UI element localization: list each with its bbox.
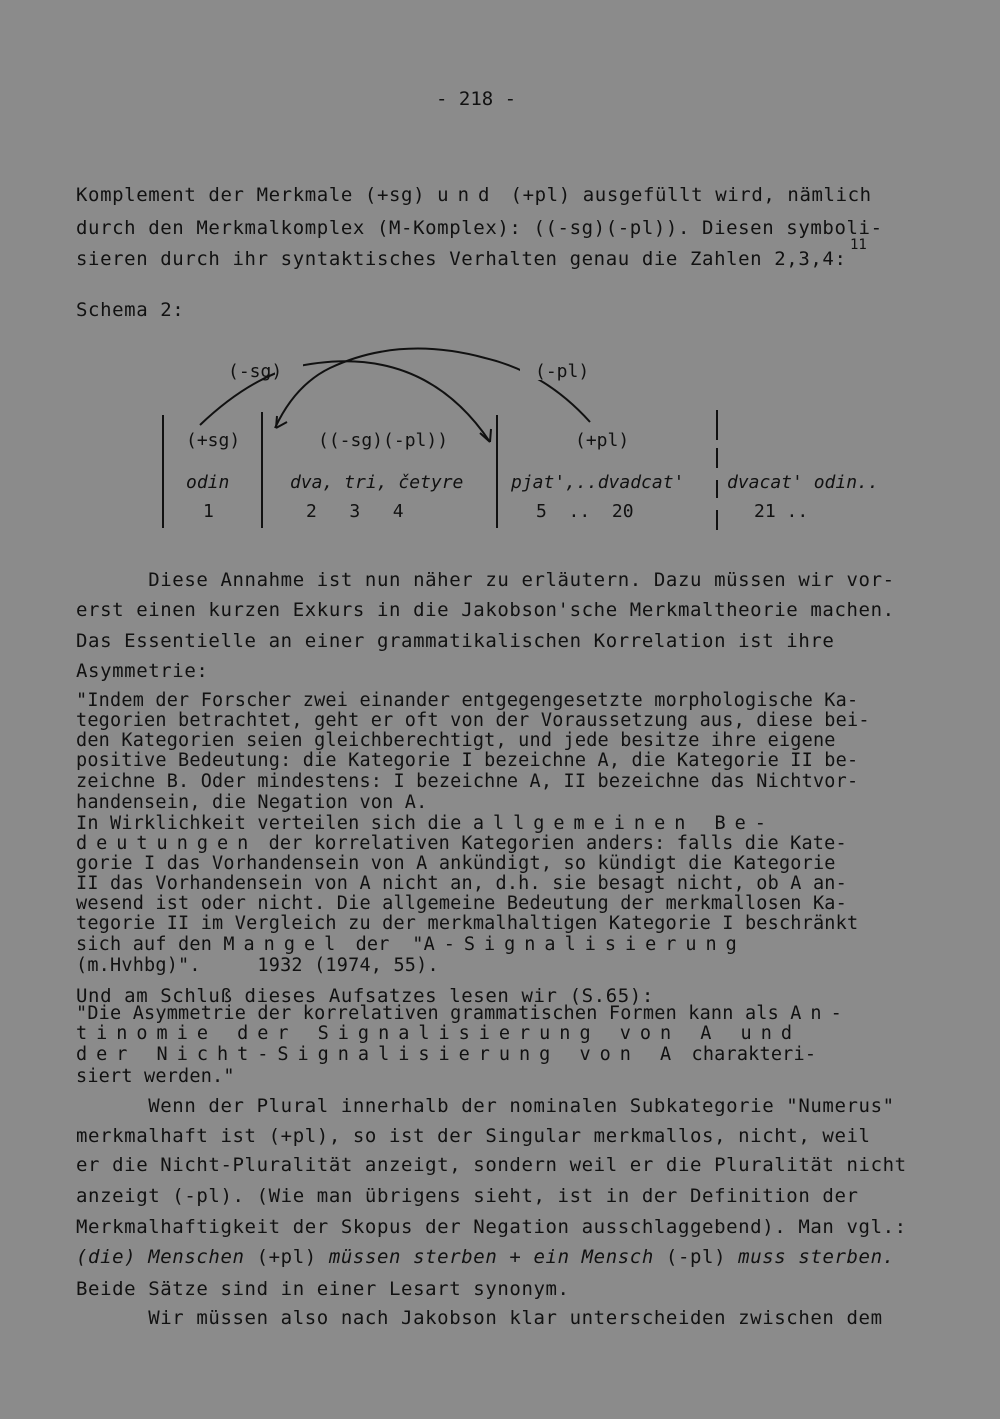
para2-line: Beide Sätze sind in einer Lesart synonym. xyxy=(76,1278,570,1300)
quote1-line: gorie I das Vorhandensein von A ankündigt, so kündigt die Kategorie xyxy=(76,853,836,874)
para2-line: Wir müssen also nach Jakobson klar unterscheiden zwischen dem xyxy=(76,1307,883,1329)
intro-line-1: Komplement der Merkmale (+sg) und (+pl) ausgefüllt wird, nämlich xyxy=(76,184,872,206)
quote2-line: der Nicht-Signalisierung von A charakteri- xyxy=(76,1044,817,1065)
schema-word: odin xyxy=(186,472,230,493)
arc-label-sg: (-sg) xyxy=(228,361,283,382)
para2-line: Wenn der Plural innerhalb der nominalen Subkategorie "Numerus" xyxy=(76,1095,895,1117)
quote1-line: positive Bedeutung: die Kategorie I bezeichne A, die Kategorie II be- xyxy=(76,750,859,771)
para1-line-3: Das Essentielle an einer grammatikalischen Korrelation ist ihre xyxy=(76,630,835,652)
schema-word: pjat',..dvadcat' xyxy=(511,472,685,493)
quote1-line: deutungen der korrelativen Kategorien anders: falls die Kate- xyxy=(76,833,847,854)
para2-line: merkmalhaft ist (+pl), so ist der Singular merkmallos, nicht, weil xyxy=(76,1125,871,1147)
quote1-line: handensein, die Negation von A. xyxy=(76,792,428,813)
quote1-line: tegorie II im Vergleich zu der merkmalhaltigen Kategorie I beschränkt xyxy=(76,913,859,934)
quote1-line: "Indem der Forscher zwei einander entgegengesetzte morphologische Ka- xyxy=(76,690,859,711)
para2-line: anzeigt (-pl). (Wie man übrigens sieht, ist in der Definition der xyxy=(76,1185,859,1207)
quote2-line: siert werden." xyxy=(76,1066,235,1087)
arc-label-pl: (-pl) xyxy=(535,361,590,382)
schema-numbers: 5 .. 20 xyxy=(536,501,634,522)
schema-feature: (+pl) xyxy=(575,430,630,451)
intro-line-2: durch den Merkmalkomplex (M-Komplex): ((-sg)(-pl)). Diesen symboli- xyxy=(76,217,883,239)
quote1-line: In Wirklichkeit verteilen sich die allgemeinen Be- xyxy=(76,813,775,834)
para2-line: er die Nicht-Pluralität anzeigt, sondern weil er die Pluralität nicht xyxy=(76,1154,907,1176)
intro-line-3: sieren durch ihr syntaktisches Verhalten genau die Zahlen 2,3,4: xyxy=(76,248,847,270)
quote2-line: tinomie der Signalisierung von A und xyxy=(76,1023,801,1044)
schema-diagram xyxy=(0,330,1000,540)
footnote-marker: 11 xyxy=(850,237,867,253)
schema-word: dvacat' odin.. xyxy=(727,472,879,493)
quote1-line: zeichne B. Oder mindestens: I bezeichne A, II bezeichne das Nichtvor- xyxy=(76,771,859,792)
schema-feature: ((-sg)(-pl)) xyxy=(318,430,449,451)
quote2-intro: Und am Schluß dieses Aufsatzes lesen wir (S.65): xyxy=(76,985,654,1007)
schema-title: Schema 2: xyxy=(76,299,185,321)
para2-line: Merkmalhaftigkeit der Skopus der Negation ausschlaggebend). Man vgl.: xyxy=(76,1216,907,1238)
schema-numbers: 2 3 4 xyxy=(306,501,404,522)
para2-example-line: (die) Menschen (+pl) müssen sterben + ein Mensch (-pl) muss sterben. xyxy=(76,1246,895,1268)
quote1-line: sich auf den Mangel der "A-Signalisierung xyxy=(76,934,746,955)
page-number: - 218 - xyxy=(436,88,517,110)
quote1-line: den Kategorien seien gleichberechtigt, und jede besitze ihre eigene xyxy=(76,730,836,751)
quote2-line: "Die Asymmetrie der korrelativen grammatischen Formen kann als An- xyxy=(76,1003,851,1024)
schema-word: dva, tri, četyre xyxy=(290,472,464,493)
schema-feature: (+sg) xyxy=(186,430,241,451)
para1-line-2: erst einen kurzen Exkurs in die Jakobson'sche Merkmaltheorie machen. xyxy=(76,599,895,621)
schema-numbers: 21 .. xyxy=(754,501,809,522)
schema-numbers: 1 xyxy=(203,501,214,522)
para1-line-1: Diese Annahme ist nun näher zu erläutern. Dazu müssen wir vor- xyxy=(76,569,895,591)
para1-line-4: Asymmetrie: xyxy=(76,660,209,682)
quote1-line: II das Vorhandensein von A nicht an, d.h. sie besagt nicht, ob A an- xyxy=(76,873,847,894)
quote1-line: wesend ist oder nicht. Die allgemeine Bedeutung der merkmallosen Ka- xyxy=(76,893,847,914)
quote1-line: (m.Hvhbg)". 1932 (1974, 55). xyxy=(76,955,439,976)
quote1-line: tegorien betrachtet, geht er oft von der Voraussetzung aus, diese bei- xyxy=(76,710,870,731)
